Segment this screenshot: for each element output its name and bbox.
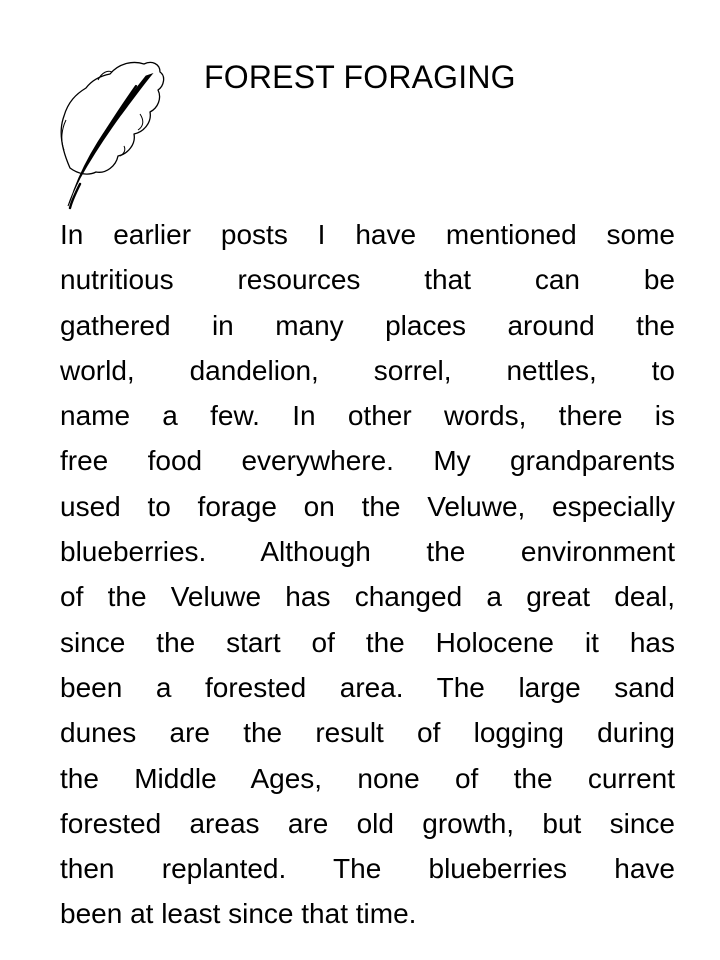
paragraph-line: been at least since that time. — [60, 898, 417, 930]
paragraph-line: free food everywhere. My grandparents — [60, 445, 675, 477]
paragraph-line: of the Veluwe has changed a great deal, — [60, 581, 675, 613]
paragraph-line: nutritious resources that can be — [60, 264, 675, 296]
paragraph-line: the Middle Ages, none of the current — [60, 762, 675, 794]
paragraph-line: In earlier posts I have mentioned some — [60, 219, 675, 250]
paragraph-line: been a forested area. The large sand — [60, 671, 675, 703]
body-paragraph — [60, 212, 675, 937]
paragraph-line: name a few. In other words, there is — [60, 400, 675, 432]
paragraph-line: blueberries. Although the environment — [60, 536, 675, 568]
paragraph-line: dunes are the result of logging during — [60, 717, 675, 749]
paragraph-line: used to forage on the Veluwe, especially — [60, 490, 675, 522]
page-title: FOREST FORAGING — [204, 59, 516, 95]
paragraph-line: forested areas are old growth, but since — [60, 807, 675, 839]
paragraph-line: gathered in many places around the — [60, 309, 675, 341]
paragraph-line: world, dandelion, sorrel, nettles, to — [60, 354, 675, 386]
paragraph-line: then replanted. The blueberries have — [60, 853, 675, 885]
paragraph-line: since the start of the Holocene it has — [60, 626, 675, 658]
leaf-quill-icon — [40, 50, 170, 210]
